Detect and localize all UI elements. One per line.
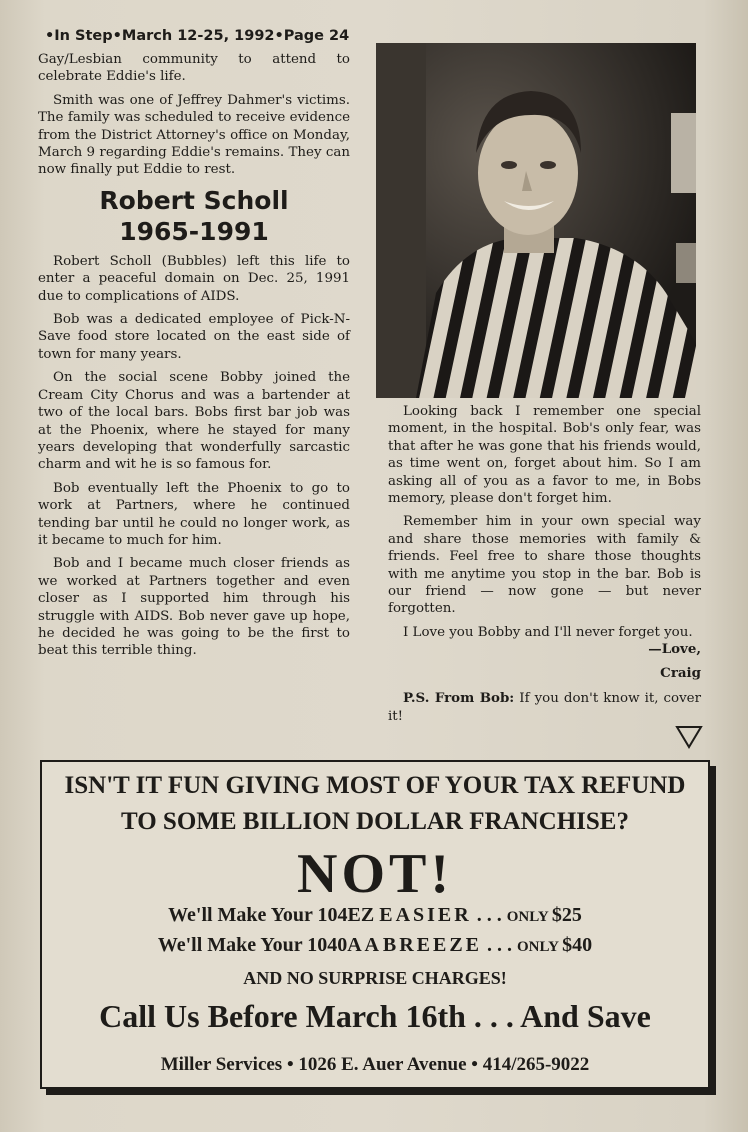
obituary-heading — [38, 185, 350, 247]
obituary-paragraph: On the social scene Bobby joined the Cream City Chorus and was a bartender at two of the local bars. Bobs first bar job was at the Phoenix, where he stayed for many years developing that wonderfully sarcastic charm and wit he is so famous for. — [38, 370, 350, 473]
offer-2-prefix: We'll Make Your 1040A A — [157, 934, 383, 956]
ad-headline: NOT! — [297, 843, 453, 905]
obituary-years: 1965-1991 — [119, 216, 269, 246]
left-column — [38, 51, 350, 666]
obituary-paragraph: Bob was a dedicated employee of Pick-N-Save food store located on the east side of town for many years. — [38, 312, 350, 362]
postscript-label: P.S. From Bob: — [403, 690, 515, 707]
signoff-name: Craig — [660, 664, 701, 681]
tax-service-advertisement — [40, 760, 710, 1089]
offer-2-price-label: ONLY — [517, 939, 563, 955]
postscript-text: If you don't know it, cover it! — [388, 691, 701, 724]
obituary-paragraph: Robert Scholl (Bubbles) left this life to enter a peaceful domain on Dec. 25, 1991 due to complications of AIDS. — [38, 253, 350, 304]
offer-1-prefix: We'll Make Your 104EZ — [168, 904, 380, 926]
ad-offer-1 — [42, 904, 708, 927]
right-column — [388, 403, 701, 731]
obituary-paragraph: Bob eventually left the Phoenix to go to work at Partners, where he continued tending bar until he could no longer work, as it became to much for him. — [38, 480, 350, 548]
ad-line-2: TO SOME BILLION DOLLAR FRANCHISE? — [121, 808, 629, 835]
tribute-paragraph: Remember him in your own special way and share those memories with family & friends. Feel free to share those thoughts with me anytime you stop in the bar. Bob is our friend — now gone — but never forgotten. — [388, 514, 701, 617]
ad-line-1: ISN'T IT FUN GIVING MOST OF YOUR TAX REFUND — [64, 772, 686, 799]
ad-no-surprise: AND NO SURPRISE CHARGES! — [243, 968, 507, 988]
ad-call-to-action: Call Us Before March 16th . . . And Save — [99, 998, 651, 1034]
offer-1-price-label: ONLY — [506, 909, 552, 925]
offer-1-price: $25 — [551, 904, 582, 926]
ad-contact: Miller Services • 1026 E. Auer Avenue • 414/265-9022 — [160, 1054, 590, 1075]
offer-2-word: BREEZE — [382, 934, 483, 956]
offer-2-price: $40 — [562, 934, 593, 956]
obituary-name: Robert Scholl — [99, 185, 289, 215]
offer-2-dots: . . . — [482, 934, 518, 956]
obituary-paragraph: Bob and I became much closer friends as we worked at Partners together and even closer as I supported him through his struggle with AIDS. Bob never gave up hope, he decided he was going to be the first to beat this terrible thing. — [38, 556, 350, 659]
end-triangle-icon — [675, 725, 703, 749]
portrait-photo — [376, 43, 696, 398]
page-header: •In Step•March 12-25, 1992•Page 24 — [45, 28, 350, 44]
ad-offer-2 — [42, 934, 708, 957]
signoff-love: —Love, — [648, 641, 701, 658]
tribute-paragraph: Looking back I remember one special moment, in the hospital. Bob's only fear, was that after he was gone that his friends would, as time went on, forget about him. So I am asking all of you as a favor to me, in Bobs memory, please don't forget him. — [388, 404, 701, 507]
offer-1-dots: . . . — [471, 904, 507, 926]
offer-1-word: EASIER — [379, 904, 472, 926]
postscript — [388, 690, 701, 725]
continued-paragraph: Gay/Lesbian community to attend to celebrate Eddie's life. — [38, 52, 350, 85]
tribute-paragraph: I Love you Bobby and I'll never forget you. — [403, 624, 693, 640]
continued-paragraph: Smith was one of Jeffrey Dahmer's victims. The family was scheduled to receive evidence from the District Attorney's office on Monday, March 9 regarding Eddie's remains. They can now finally put Eddie to rest. — [38, 92, 350, 178]
